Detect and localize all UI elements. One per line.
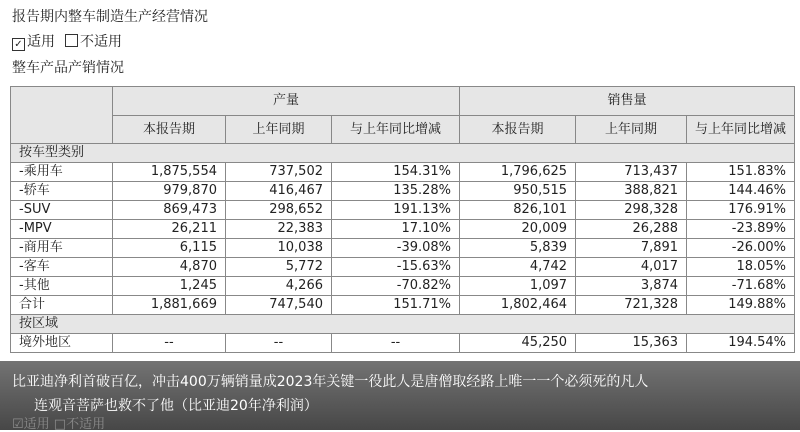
table-cell: 1,802,464 [460,296,576,315]
row-label: 合计 [11,296,113,315]
header-cell: 与上年同比增减 [687,116,795,144]
header-cell: 上年同期 [226,116,332,144]
table-cell: 1,875,554 [113,163,226,182]
table-cell: -70.82% [332,277,460,296]
row-label: -轿车 [11,182,113,201]
table-cell: 416,467 [226,182,332,201]
table-cell: 176.91% [687,201,795,220]
table-cell: 1,796,625 [460,163,576,182]
table-cell: 151.71% [332,296,460,315]
table-cell: 869,473 [113,201,226,220]
table-cell: 1,245 [113,277,226,296]
not-applicable-label: 不适用 [80,34,122,50]
table-cell: -- [332,334,460,353]
table-row [11,296,795,315]
table-cell: 26,211 [113,220,226,239]
caption-line-2: 连观音菩萨也救不了他（比亚迪20年净利润） [34,398,318,414]
row-label: -客车 [11,258,113,277]
row-label: -商用车 [11,239,113,258]
table-cell: 17.10% [332,220,460,239]
unchecked-box-icon [65,34,78,47]
row-label: 境外地区 [11,334,113,353]
row-label: -其他 [11,277,113,296]
table-cell: -39.08% [332,239,460,258]
table-cell: -- [113,334,226,353]
table-cell: -71.68% [687,277,795,296]
table-cell: 135.28% [332,182,460,201]
applicable-label: 适用 [27,34,55,50]
table-cell: 721,328 [576,296,687,315]
table-cell: 154.31% [332,163,460,182]
table-row [11,220,795,239]
table-cell: 7,891 [576,239,687,258]
table-row [11,182,795,201]
table-cell: 4,017 [576,258,687,277]
table-cell: 713,437 [576,163,687,182]
table-row [11,334,795,353]
header-cell: 上年同期 [576,116,687,144]
table-cell: 26,288 [576,220,687,239]
table-row [11,239,795,258]
overlay-ghost-text: ☑适用 □不适用 [12,417,106,432]
table-cell: 298,652 [226,201,332,220]
table-cell: 1,881,669 [113,296,226,315]
table-cell: 10,038 [226,239,332,258]
table-cell: 1,097 [460,277,576,296]
table-cell: 22,383 [226,220,332,239]
table-cell: 747,540 [226,296,332,315]
header-corner-cell [11,87,113,144]
table-cell: 5,772 [226,258,332,277]
table-cell: 388,821 [576,182,687,201]
row-label: -乘用车 [11,163,113,182]
table-row [11,201,795,220]
table-cell: 151.83% [687,163,795,182]
table-cell: 45,250 [460,334,576,353]
report-section-title: 报告期内整车制造生产经营情况 [12,9,208,25]
row-label: -SUV [11,201,113,220]
section-row [11,144,795,163]
table-header-group-row [11,87,795,116]
table-header-sub-row [11,116,795,144]
header-cell: 本报告期 [113,116,226,144]
table-subtitle: 整车产品产销情况 [12,60,124,76]
table-row [11,258,795,277]
table-cell: -15.63% [332,258,460,277]
row-label: -MPV [11,220,113,239]
applicability-row [12,33,122,51]
table-cell: 826,101 [460,201,576,220]
table-cell: 6,115 [113,239,226,258]
table-cell: 149.88% [687,296,795,315]
table-cell: -- [226,334,332,353]
table-cell: 950,515 [460,182,576,201]
table-cell: 737,502 [226,163,332,182]
table-row [11,163,795,182]
table-cell: 4,266 [226,277,332,296]
table-cell: 144.46% [687,182,795,201]
table-cell: 4,742 [460,258,576,277]
table-cell: -23.89% [687,220,795,239]
header-cell: 与上年同比增减 [332,116,460,144]
table-cell: 5,839 [460,239,576,258]
caption-line-1: 比亚迪净利首破百亿，冲击400万辆销量成2023年关键一役此人是唐僧取经路上唯一一个必须死的凡人 [12,374,649,390]
table-cell: 20,009 [460,220,576,239]
table-cell: 298,328 [576,201,687,220]
table-row [11,277,795,296]
table-cell: -26.00% [687,239,795,258]
caption-overlay [0,361,800,430]
table-cell: 3,874 [576,277,687,296]
header-production: 产量 [113,87,460,116]
table-cell: 4,870 [113,258,226,277]
table-cell: 979,870 [113,182,226,201]
production-sales-table [10,86,795,353]
header-cell: 本报告期 [460,116,576,144]
table-cell: 194.54% [687,334,795,353]
section-by-type: 按车型类别 [11,144,795,163]
section-by-region: 按区域 [11,315,795,334]
table-cell: 191.13% [332,201,460,220]
table-cell: 15,363 [576,334,687,353]
checked-box-icon: ✓ [12,38,25,51]
section-row [11,315,795,334]
header-sales: 销售量 [460,87,795,116]
table-cell: 18.05% [687,258,795,277]
